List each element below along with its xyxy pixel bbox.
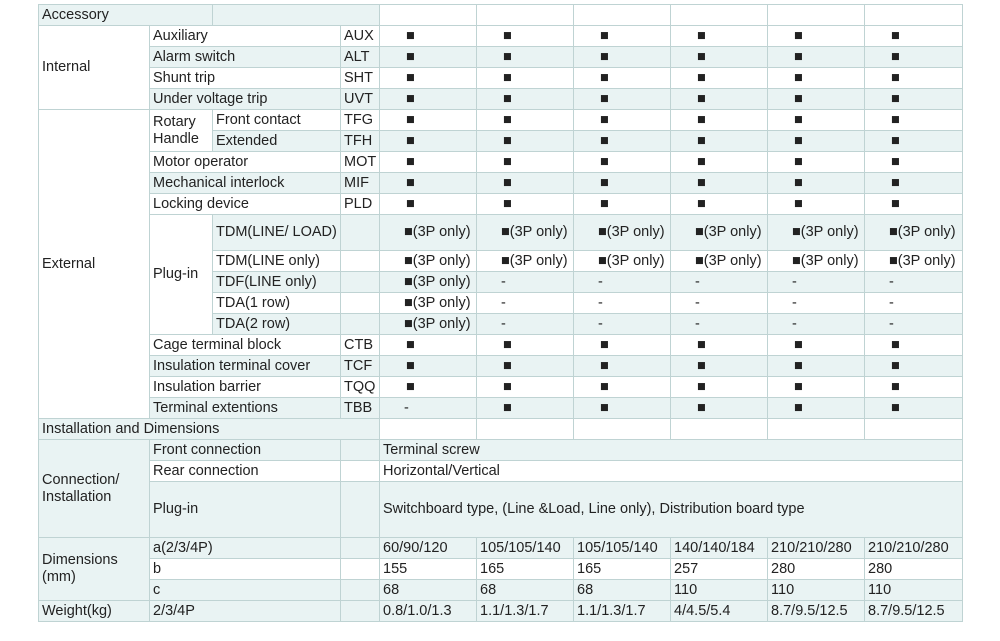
availability-mark: ■ (671, 131, 768, 152)
dimension-value: 110 (671, 580, 768, 601)
dimension-value: 60/90/120 (380, 538, 477, 559)
plugin-availability: ■(3P only) (380, 215, 477, 251)
item-name: TDA(1 row) (213, 293, 341, 314)
item-code (341, 251, 380, 272)
item-code (341, 215, 380, 251)
availability-mark: ■ (380, 335, 477, 356)
table-row (39, 419, 963, 440)
empty-cell (341, 559, 380, 580)
dimension-value: 165 (477, 559, 574, 580)
empty-cell (671, 419, 768, 440)
availability-mark: ■ (671, 335, 768, 356)
item-code: MIF (341, 173, 380, 194)
table-row (39, 559, 963, 580)
dimension-label: c (150, 580, 341, 601)
availability-mark: ■ (574, 194, 671, 215)
dimension-value: 105/105/140 (477, 538, 574, 559)
availability-mark: ■ (477, 356, 574, 377)
group-external: External (39, 110, 150, 419)
item-name: Shunt trip (150, 68, 341, 89)
table-row (39, 482, 963, 538)
availability-mark: ■ (768, 131, 865, 152)
availability-mark: ■ (574, 110, 671, 131)
availability-mark: ■ (768, 377, 865, 398)
availability-mark: ■ (477, 152, 574, 173)
not-available-dash: - (477, 293, 574, 314)
accessory-spec-table (38, 4, 963, 622)
item-code (341, 293, 380, 314)
connection-value: Horizontal/Vertical (380, 461, 963, 482)
availability-mark: ■ (768, 26, 865, 47)
availability-mark: ■ (768, 110, 865, 131)
availability-mark: ■ (865, 131, 963, 152)
availability-mark: ■ (380, 47, 477, 68)
empty-cell (341, 461, 380, 482)
connection-value: Switchboard type, (Line &Load, Line only), Distribution board type (380, 482, 963, 538)
not-available-dash: - (477, 272, 574, 293)
empty-cell (574, 419, 671, 440)
availability-mark: ■ (574, 68, 671, 89)
availability-mark: ■ (671, 398, 768, 419)
availability-mark: ■ (574, 398, 671, 419)
item-name: Terminal extentions (150, 398, 341, 419)
availability-mark: ■ (768, 152, 865, 173)
availability-mark: ■ (768, 356, 865, 377)
table-row (39, 538, 963, 559)
not-available-dash: - (768, 293, 865, 314)
availability-mark: ■ (865, 194, 963, 215)
dimension-value: 140/140/184 (671, 538, 768, 559)
subgroup-rotary-handle: Rotary Handle (150, 110, 213, 152)
empty-cell (380, 419, 477, 440)
empty-cell (341, 601, 380, 622)
item-name: Insulation barrier (150, 377, 341, 398)
availability-mark: ■ (380, 110, 477, 131)
item-name: Extended (213, 131, 341, 152)
availability-mark: ■ (865, 152, 963, 173)
item-code: UVT (341, 89, 380, 110)
not-available-dash: - (865, 272, 963, 293)
dimension-value: 68 (477, 580, 574, 601)
plugin-availability: ■(3P only) (671, 251, 768, 272)
item-code: AUX (341, 26, 380, 47)
availability-mark: ■ (865, 356, 963, 377)
connection-value: Terminal screw (380, 440, 963, 461)
item-code: TCF (341, 356, 380, 377)
item-code: ALT (341, 47, 380, 68)
empty-cell (341, 440, 380, 461)
item-name: Mechanical interlock (150, 173, 341, 194)
weight-value: 1.1/1.3/1.7 (574, 601, 671, 622)
table-row (39, 398, 963, 419)
availability-mark: ■ (671, 152, 768, 173)
item-name: Auxiliary (150, 26, 341, 47)
table-row (39, 89, 963, 110)
item-name: Front contact (213, 110, 341, 131)
table-row (39, 110, 963, 131)
availability-mark: ■ (380, 89, 477, 110)
empty-cell (341, 580, 380, 601)
item-name: TDA(2 row) (213, 314, 341, 335)
availability-mark: ■ (671, 26, 768, 47)
empty-cell (574, 5, 671, 26)
dimension-label: a(2/3/4P) (150, 538, 341, 559)
availability-mark: ■ (671, 110, 768, 131)
availability-mark: ■ (477, 194, 574, 215)
availability-mark: ■ (768, 335, 865, 356)
plugin-availability: ■(3P only) (380, 293, 477, 314)
not-available-dash: - (574, 272, 671, 293)
availability-mark: ■ (768, 398, 865, 419)
table-row (39, 194, 963, 215)
plugin-availability: ■(3P only) (574, 215, 671, 251)
not-available-dash: - (671, 293, 768, 314)
availability-mark: ■ (671, 89, 768, 110)
table-row (39, 152, 963, 173)
availability-mark: ■ (671, 356, 768, 377)
item-code: PLD (341, 194, 380, 215)
empty-cell (477, 419, 574, 440)
availability-mark: ■ (477, 335, 574, 356)
not-available-dash: - (671, 272, 768, 293)
dimension-value: 280 (768, 559, 865, 580)
plugin-availability: ■(3P only) (671, 215, 768, 251)
table-row (39, 215, 963, 251)
item-name: Insulation terminal cover (150, 356, 341, 377)
dimension-value: 257 (671, 559, 768, 580)
group-connection: Connection/ Installation (39, 440, 150, 538)
availability-mark: ■ (380, 131, 477, 152)
not-available-dash: - (574, 293, 671, 314)
availability-mark: ■ (865, 89, 963, 110)
availability-mark: ■ (865, 68, 963, 89)
availability-mark: ■ (865, 26, 963, 47)
availability-mark: ■ (671, 68, 768, 89)
availability-mark: ■ (574, 377, 671, 398)
availability-mark: ■ (477, 68, 574, 89)
empty-cell (213, 5, 380, 26)
group-internal: Internal (39, 26, 150, 110)
item-name: Plug-in (150, 482, 341, 538)
availability-mark: ■ (380, 194, 477, 215)
table-row (39, 461, 963, 482)
availability-mark: ■ (768, 68, 865, 89)
not-available-dash: - (380, 398, 477, 419)
empty-cell (768, 419, 865, 440)
availability-mark: ■ (671, 377, 768, 398)
availability-mark: ■ (865, 377, 963, 398)
weight-label: 2/3/4P (150, 601, 341, 622)
item-name: Locking device (150, 194, 341, 215)
item-code: MOT (341, 152, 380, 173)
availability-mark: ■ (380, 68, 477, 89)
dimension-value: 165 (574, 559, 671, 580)
table-row (39, 440, 963, 461)
table-row (39, 356, 963, 377)
item-code: SHT (341, 68, 380, 89)
plugin-availability: ■(3P only) (574, 251, 671, 272)
availability-mark: ■ (477, 398, 574, 419)
table-row (39, 68, 963, 89)
empty-cell (865, 5, 963, 26)
dimension-value: 110 (865, 580, 963, 601)
weight-value: 8.7/9.5/12.5 (865, 601, 963, 622)
table-row (39, 580, 963, 601)
section-header-installation: Installation and Dimensions (39, 419, 380, 440)
weight-value: 1.1/1.3/1.7 (477, 601, 574, 622)
not-available-dash: - (671, 314, 768, 335)
availability-mark: ■ (477, 173, 574, 194)
dimension-value: 210/210/280 (768, 538, 865, 559)
availability-mark: ■ (477, 131, 574, 152)
empty-cell (768, 5, 865, 26)
availability-mark: ■ (380, 26, 477, 47)
item-name: Motor operator (150, 152, 341, 173)
dimension-value: 155 (380, 559, 477, 580)
not-available-dash: - (768, 314, 865, 335)
item-code: TQQ (341, 377, 380, 398)
empty-cell (477, 5, 574, 26)
availability-mark: ■ (671, 47, 768, 68)
item-name: TDF(LINE only) (213, 272, 341, 293)
dimension-value: 68 (380, 580, 477, 601)
availability-mark: ■ (574, 89, 671, 110)
table-row (39, 377, 963, 398)
subgroup-plugin: Plug-in (150, 215, 213, 335)
item-name: Under voltage trip (150, 89, 341, 110)
plugin-availability: ■(3P only) (477, 251, 574, 272)
empty-cell (865, 419, 963, 440)
availability-mark: ■ (380, 152, 477, 173)
item-name: Rear connection (150, 461, 341, 482)
item-code (341, 314, 380, 335)
availability-mark: ■ (574, 356, 671, 377)
availability-mark: ■ (671, 194, 768, 215)
availability-mark: ■ (865, 47, 963, 68)
availability-mark: ■ (574, 47, 671, 68)
table-row (39, 601, 963, 622)
availability-mark: ■ (477, 47, 574, 68)
table-row (39, 47, 963, 68)
availability-mark: ■ (768, 89, 865, 110)
availability-mark: ■ (671, 173, 768, 194)
weight-value: 0.8/1.0/1.3 (380, 601, 477, 622)
availability-mark: ■ (380, 377, 477, 398)
table-row (39, 173, 963, 194)
item-name: Front connection (150, 440, 341, 461)
plugin-availability: ■(3P only) (865, 215, 963, 251)
not-available-dash: - (865, 314, 963, 335)
availability-mark: ■ (574, 152, 671, 173)
availability-mark: ■ (574, 335, 671, 356)
weight-value: 4/4.5/5.4 (671, 601, 768, 622)
dimension-value: 210/210/280 (865, 538, 963, 559)
availability-mark: ■ (477, 110, 574, 131)
group-weight: Weight(kg) (39, 601, 150, 622)
availability-mark: ■ (574, 173, 671, 194)
availability-mark: ■ (865, 335, 963, 356)
plugin-availability: ■(3P only) (380, 251, 477, 272)
plugin-availability: ■(3P only) (865, 251, 963, 272)
plugin-availability: ■(3P only) (477, 215, 574, 251)
plugin-availability: ■(3P only) (380, 314, 477, 335)
item-name: TDM(LINE only) (213, 251, 341, 272)
item-name: Cage terminal block (150, 335, 341, 356)
table-row (39, 5, 963, 26)
weight-value: 8.7/9.5/12.5 (768, 601, 865, 622)
availability-mark: ■ (865, 398, 963, 419)
availability-mark: ■ (380, 356, 477, 377)
empty-cell (671, 5, 768, 26)
availability-mark: ■ (574, 26, 671, 47)
availability-mark: ■ (768, 173, 865, 194)
availability-mark: ■ (477, 89, 574, 110)
item-code: TFG (341, 110, 380, 131)
item-code: CTB (341, 335, 380, 356)
not-available-dash: - (574, 314, 671, 335)
plugin-availability: ■(3P only) (380, 272, 477, 293)
plugin-availability: ■(3P only) (768, 251, 865, 272)
item-name: TDM(LINE/ LOAD) (213, 215, 341, 251)
table-row (39, 335, 963, 356)
dimension-value: 105/105/140 (574, 538, 671, 559)
item-code: TFH (341, 131, 380, 152)
availability-mark: ■ (477, 26, 574, 47)
dimension-value: 280 (865, 559, 963, 580)
item-code (341, 272, 380, 293)
availability-mark: ■ (380, 173, 477, 194)
item-name: Alarm switch (150, 47, 341, 68)
availability-mark: ■ (768, 47, 865, 68)
empty-cell (341, 482, 380, 538)
dimension-value: 68 (574, 580, 671, 601)
empty-cell (341, 538, 380, 559)
not-available-dash: - (865, 293, 963, 314)
availability-mark: ■ (865, 110, 963, 131)
dimension-value: 110 (768, 580, 865, 601)
section-header-accessory: Accessory (39, 5, 213, 26)
item-code: TBB (341, 398, 380, 419)
group-dimensions: Dimensions (mm) (39, 538, 150, 601)
availability-mark: ■ (477, 377, 574, 398)
availability-mark: ■ (865, 173, 963, 194)
availability-mark: ■ (574, 131, 671, 152)
empty-cell (380, 5, 477, 26)
plugin-availability: ■(3P only) (768, 215, 865, 251)
not-available-dash: - (477, 314, 574, 335)
dimension-label: b (150, 559, 341, 580)
not-available-dash: - (768, 272, 865, 293)
availability-mark: ■ (768, 194, 865, 215)
table-row (39, 26, 963, 47)
